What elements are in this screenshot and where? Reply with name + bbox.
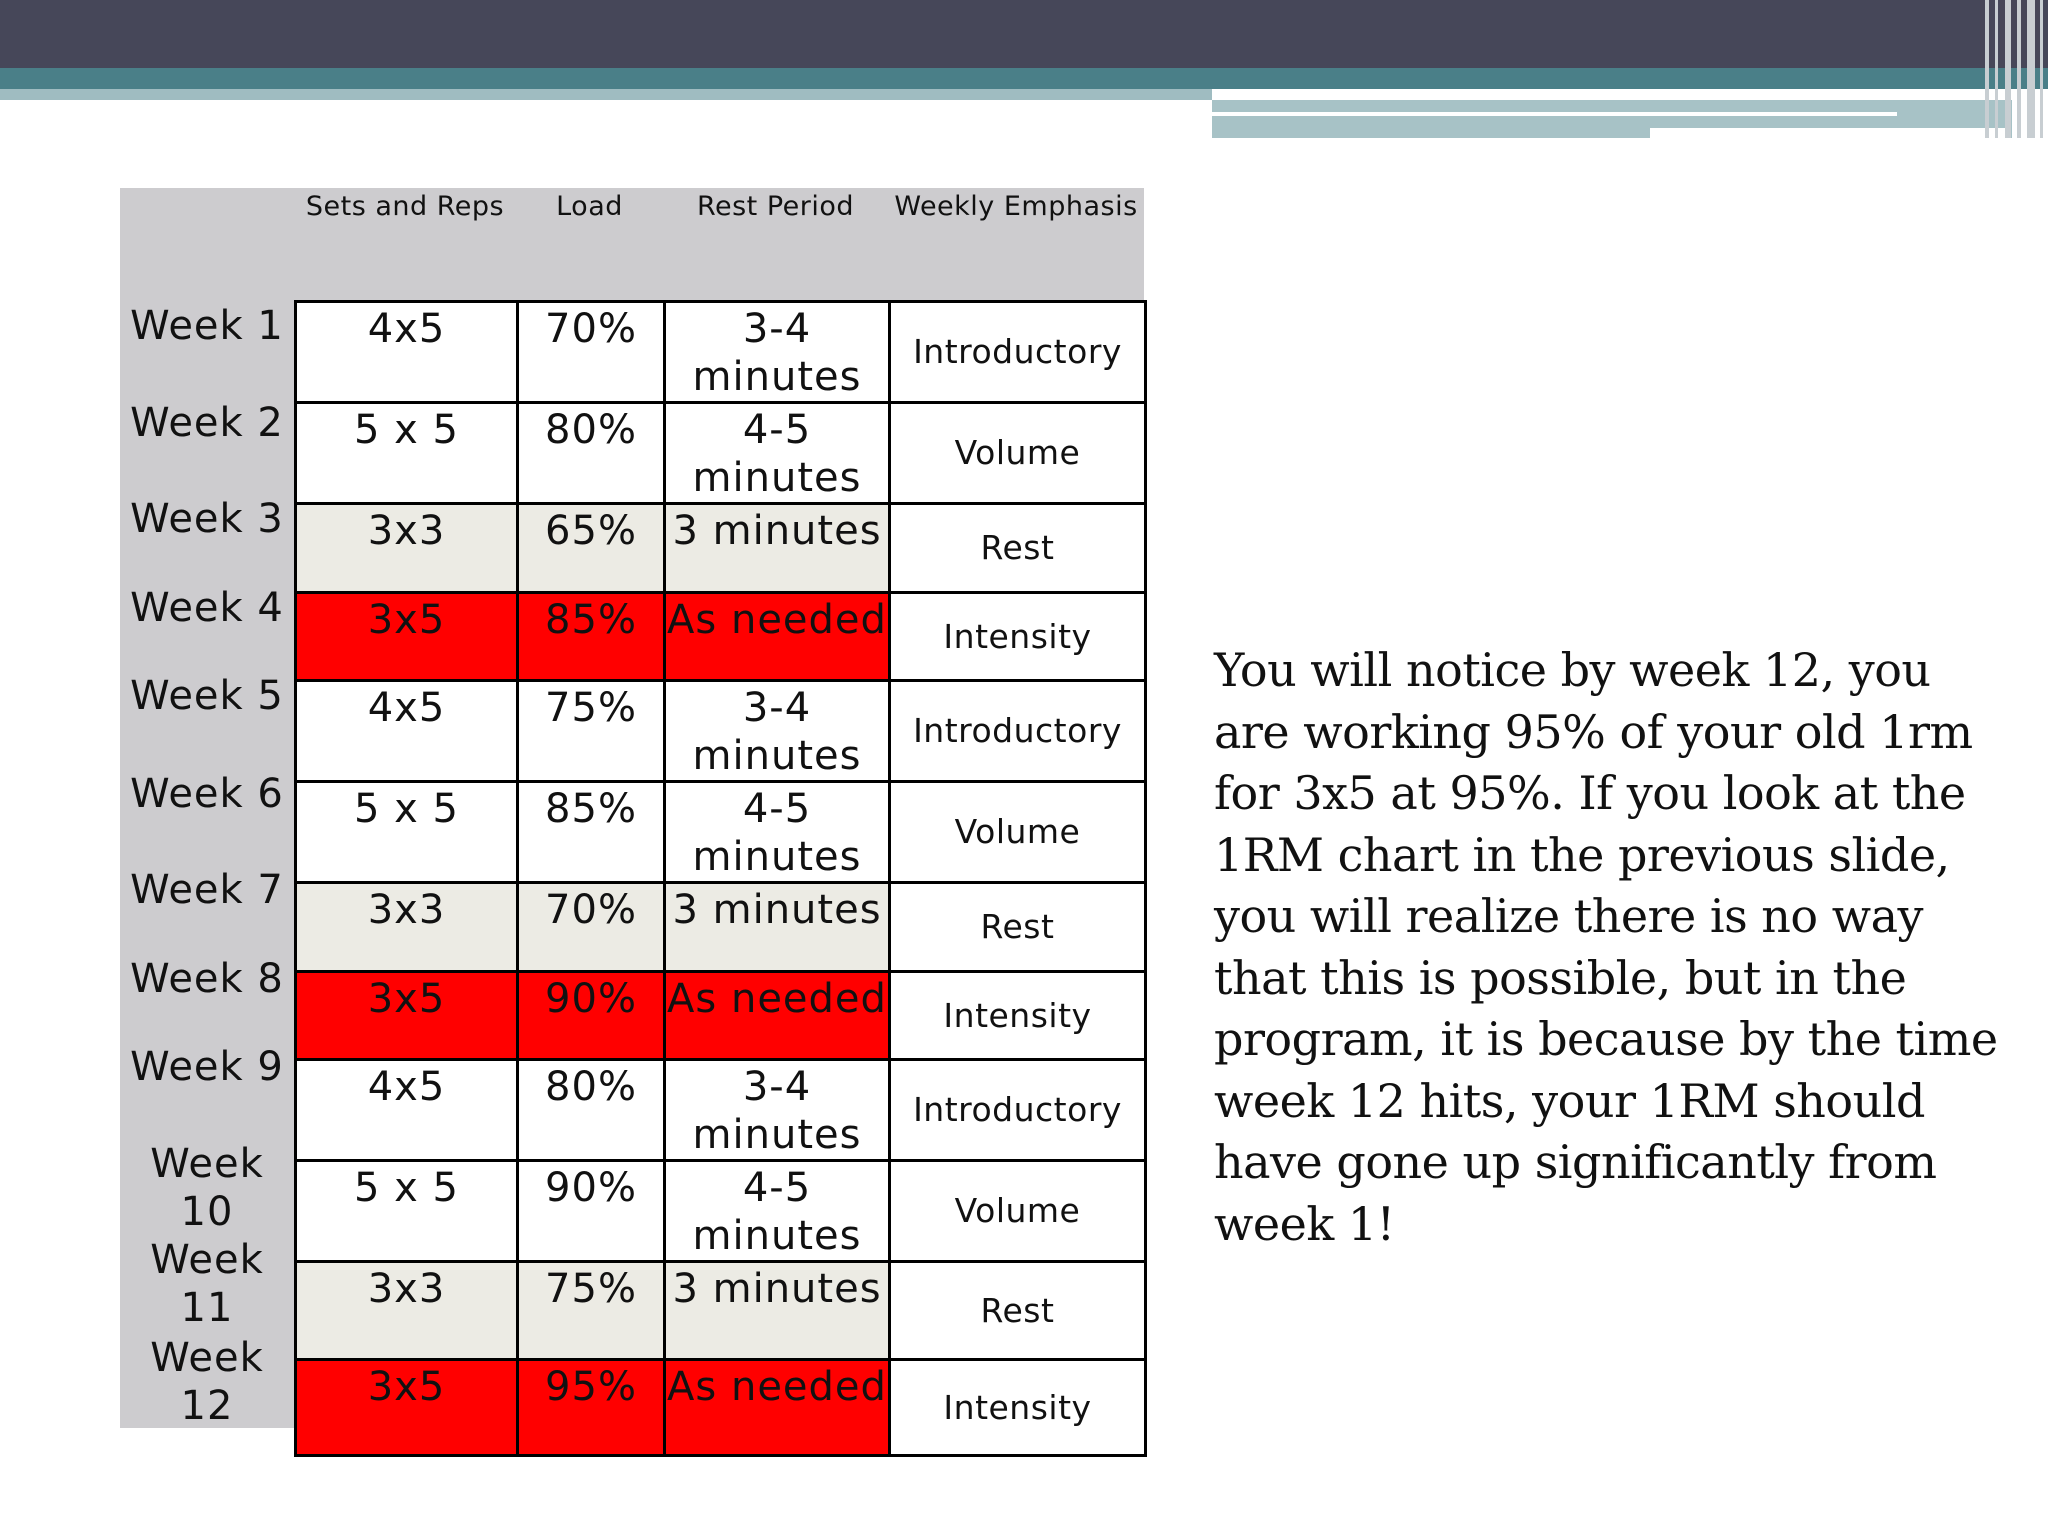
load-cell — [518, 1161, 665, 1262]
table-row — [296, 504, 1146, 593]
load-cell-text: 65% — [545, 508, 637, 554]
load-cell-text: 85% — [545, 786, 637, 832]
header-bar-teal — [0, 68, 2048, 89]
rest-period-cell-text: 3 minutes — [672, 887, 882, 933]
rest-period-cell-text: 3 minutes — [672, 1266, 882, 1312]
load-cell-text: 70% — [545, 887, 637, 933]
table-row — [296, 1262, 1146, 1360]
column-header-weekly-emphasis: Weekly Emphasis — [894, 191, 1138, 222]
sets-reps-cell-text: 3x3 — [367, 508, 446, 554]
sets-reps-cell — [296, 504, 518, 593]
rest-period-cell — [665, 302, 890, 403]
week-label: Week 6 — [130, 771, 284, 817]
weekly-emphasis-cell-text: Intensity — [943, 995, 1092, 1035]
rest-period-cell-text: 4-5 minutes — [692, 407, 862, 501]
rest-period-cell — [665, 883, 890, 972]
sets-reps-cell-text: 3x3 — [367, 887, 446, 933]
weekly-emphasis-cell-text: Intensity — [943, 616, 1092, 656]
sets-reps-cell-text: 4x5 — [367, 685, 446, 731]
rest-period-cell — [665, 1360, 890, 1456]
rest-period-cell — [665, 504, 890, 593]
column-header-load: Load — [556, 191, 623, 222]
load-cell — [518, 972, 665, 1060]
rest-period-cell — [665, 782, 890, 883]
table-row — [296, 883, 1146, 972]
week-label: Week 1 — [130, 303, 284, 349]
header-line-short — [1650, 128, 2010, 138]
sets-reps-cell — [296, 681, 518, 782]
sets-reps-cell-text: 5 x 5 — [354, 407, 459, 453]
sets-reps-cell-text: 3x5 — [367, 1364, 446, 1410]
load-cell — [518, 782, 665, 883]
table-row — [296, 681, 1146, 782]
week-label: Week 3 — [130, 496, 284, 542]
sets-reps-cell — [296, 1060, 518, 1161]
sets-reps-cell — [296, 972, 518, 1060]
rest-period-cell-text: 4-5 minutes — [692, 1165, 862, 1259]
load-cell-text: 90% — [545, 976, 637, 1022]
column-header-rest-period: Rest Period — [696, 191, 855, 222]
weekly-emphasis-cell-text: Rest — [980, 1290, 1055, 1330]
load-cell — [518, 1060, 665, 1161]
rest-period-cell-text: 3 minutes — [672, 508, 882, 554]
weekly-emphasis-cell — [890, 681, 1146, 782]
sets-reps-cell-text: 4x5 — [367, 306, 446, 352]
table-row — [296, 403, 1146, 504]
sets-reps-cell-text: 5 x 5 — [354, 1165, 459, 1211]
sets-reps-cell — [296, 883, 518, 972]
week-label: Week 7 — [130, 867, 284, 913]
weekly-emphasis-cell-text: Rest — [980, 528, 1055, 567]
sets-reps-cell — [296, 302, 518, 403]
header-line — [1212, 112, 1897, 116]
rest-period-cell-text: 4-5 minutes — [692, 786, 862, 880]
load-cell-text: 70% — [545, 306, 637, 352]
weekly-emphasis-cell-text: Volume — [954, 812, 1081, 851]
weekly-emphasis-cell — [890, 593, 1146, 681]
rest-period-cell-text: As needed — [667, 597, 887, 643]
column-header-sets-and-reps: Sets and Reps — [305, 191, 505, 222]
load-cell-text: 80% — [545, 1064, 637, 1110]
sets-reps-cell — [296, 403, 518, 504]
sets-reps-cell — [296, 1262, 518, 1360]
week-label: Week 11 — [150, 1237, 264, 1331]
weekly-emphasis-cell — [890, 782, 1146, 883]
header-stripes — [1985, 0, 2048, 138]
explanation-text: You will notice by week 12, you are working 95% of your old 1rm for 3x5 at 95%. If you look at the 1RM chart in the previous slide, you will realize there is no way that this is possible, but in the program, it is because by the time week 12 hits, your 1RM should have gone up significantly from week 1! — [1214, 643, 1998, 1251]
table-row — [296, 302, 1146, 403]
week-label: Week 5 — [130, 673, 284, 719]
sets-reps-cell-text: 5 x 5 — [354, 786, 459, 832]
weekly-emphasis-cell — [890, 302, 1146, 403]
training-table — [294, 300, 1147, 1457]
load-cell-text: 80% — [545, 407, 637, 453]
week-label: Week 12 — [150, 1335, 264, 1429]
weekly-emphasis-cell — [890, 972, 1146, 1060]
weekly-emphasis-cell-text: Introductory — [913, 711, 1122, 750]
table-row — [296, 972, 1146, 1060]
weekly-emphasis-cell-text: Intensity — [943, 1387, 1092, 1427]
weekly-emphasis-cell — [890, 504, 1146, 593]
weekly-emphasis-cell-text: Rest — [980, 907, 1055, 946]
rest-period-cell-text: 3-4 minutes — [692, 306, 862, 400]
rest-period-cell — [665, 593, 890, 681]
load-cell — [518, 883, 665, 972]
rest-period-cell — [665, 1262, 890, 1360]
load-cell-text: 75% — [545, 685, 637, 731]
rest-period-cell-text: 3-4 minutes — [692, 685, 862, 779]
week-label: Week 2 — [130, 400, 284, 446]
sets-reps-cell — [296, 1360, 518, 1456]
weekly-emphasis-cell — [890, 1262, 1146, 1360]
weekly-emphasis-cell-text: Volume — [954, 1191, 1081, 1230]
load-cell — [518, 302, 665, 403]
weekly-emphasis-cell-text: Introductory — [913, 1090, 1122, 1129]
rest-period-cell — [665, 1161, 890, 1262]
sets-reps-cell-text: 4x5 — [367, 1064, 446, 1110]
table-row — [296, 1060, 1146, 1161]
weekly-emphasis-cell — [890, 883, 1146, 972]
week-label: Week 4 — [130, 585, 284, 631]
table-row — [296, 1360, 1146, 1456]
load-cell — [518, 593, 665, 681]
table-row — [296, 782, 1146, 883]
load-cell-text: 85% — [545, 597, 637, 643]
rest-period-cell — [665, 972, 890, 1060]
sets-reps-cell-text: 3x5 — [367, 597, 446, 643]
sets-reps-cell — [296, 593, 518, 681]
sets-reps-cell-text: 3x5 — [367, 976, 446, 1022]
weekly-emphasis-cell — [890, 1060, 1146, 1161]
header-bar-pale — [0, 89, 1212, 100]
load-cell-text: 75% — [545, 1266, 637, 1312]
weekly-emphasis-cell — [890, 403, 1146, 504]
rest-period-cell — [665, 403, 890, 504]
rest-period-cell-text: 3-4 minutes — [692, 1064, 862, 1158]
weekly-emphasis-cell-text: Introductory — [913, 332, 1122, 371]
load-cell — [518, 1262, 665, 1360]
load-cell-text: 90% — [545, 1165, 637, 1211]
weekly-emphasis-cell — [890, 1360, 1146, 1456]
load-cell-text: 95% — [545, 1364, 637, 1410]
load-cell — [518, 681, 665, 782]
rest-period-cell-text: As needed — [667, 1364, 887, 1410]
sets-reps-cell — [296, 1161, 518, 1262]
header-bar-dark — [0, 0, 2048, 68]
load-cell — [518, 1360, 665, 1456]
sets-reps-cell — [296, 782, 518, 883]
rest-period-cell-text: As needed — [667, 976, 887, 1022]
sets-reps-cell-text: 3x3 — [367, 1266, 446, 1312]
rest-period-cell — [665, 1060, 890, 1161]
weekly-emphasis-cell-text: Volume — [954, 433, 1081, 472]
rest-period-cell — [665, 681, 890, 782]
weekly-emphasis-cell — [890, 1161, 1146, 1262]
load-cell — [518, 403, 665, 504]
table-row — [296, 593, 1146, 681]
table-row — [296, 1161, 1146, 1262]
load-cell — [518, 504, 665, 593]
week-label: Week 8 — [130, 956, 284, 1002]
week-label: Week 9 — [130, 1044, 284, 1090]
week-label: Week 10 — [150, 1141, 264, 1235]
